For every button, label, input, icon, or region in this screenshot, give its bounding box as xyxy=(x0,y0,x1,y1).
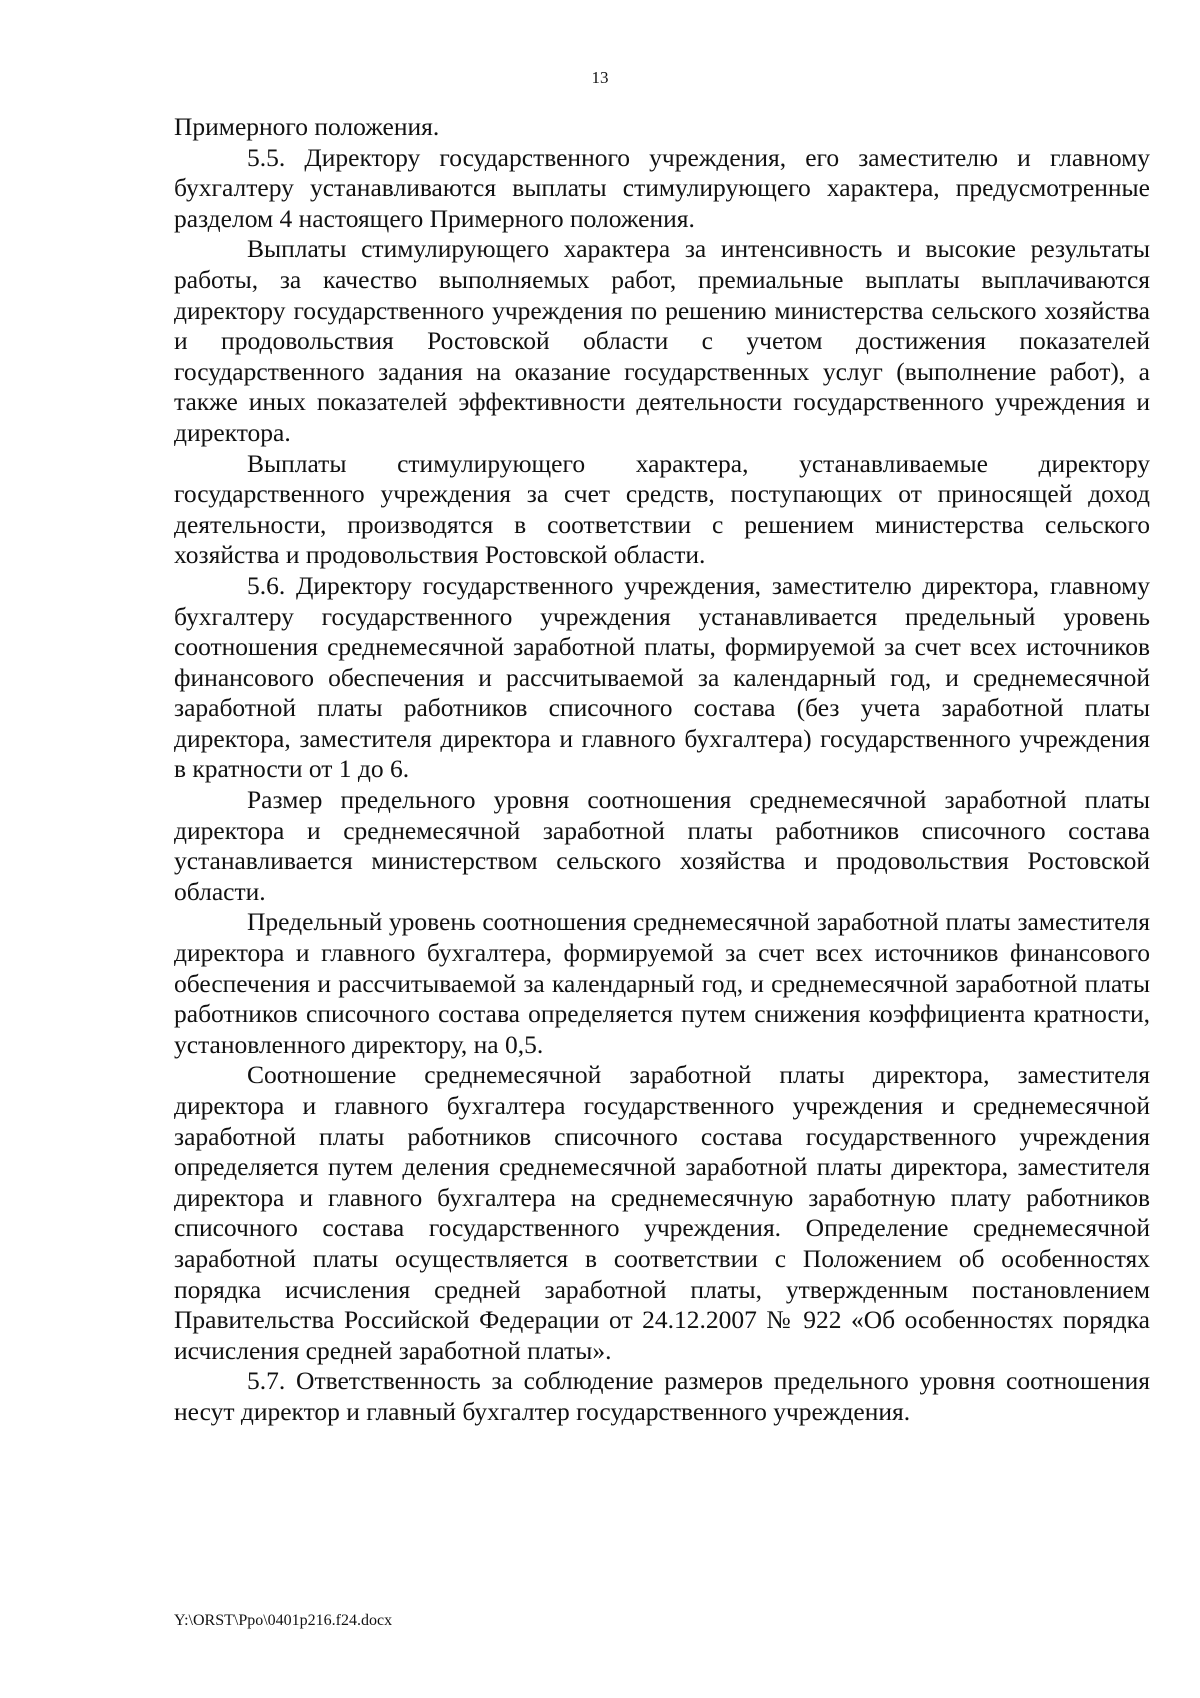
paragraph-deputy-limit: Предельный уровень соотношения среднемесячной заработной платы заместителя директора и главного бухгалтера, формируемой за счет всех источников финансового обеспечения и рассчитываемой за календарный год, и среднемесячной заработной платы работников списочного состава определяется путем снижения коэффициента кратности, установленного директору, на 0,5. xyxy=(174,907,1150,1059)
paragraph-stimulating-payments: Выплаты стимулирующего характера за интенсивность и высокие результаты работы, за качество выполняемых работ, премиальные выплаты выплачиваются директору государственного учреждения по решению министерства сельского хозяйства и продовольствия Ростовской области с учетом достижения показателей государственного задания на оказание государственных услуг (выполнение работ), а также иных показателей эффективности деятельности государственного учреждения и директора. xyxy=(174,234,1150,447)
document-body xyxy=(174,112,1150,1428)
paragraph-limit-size: Размер предельного уровня соотношения среднемесячной заработной платы директора и среднемесячной заработной платы работников списочного состава устанавливается министерством сельского хозяйства и продовольствия Ростовской области. xyxy=(174,785,1150,906)
paragraph-continuation: Примерного положения. xyxy=(174,112,440,141)
paragraph-5-7: 5.7. Ответственность за соблюдение размеров предельного уровня соотношения несут директор и главный бухгалтер государственного учреждения. xyxy=(174,1366,1150,1426)
paragraph-ratio-calculation: Соотношение среднемесячной заработной платы директора, заместителя директора и главного бухгалтера государственного учреждения и среднемесячной заработной платы работников списочного состава государственного учреждения определяется путем деления среднемесячной заработной платы директора, заместителя директора и главного бухгалтера на среднемесячную заработную плату работников списочного состава государственного учреждения. Определение среднемесячной заработной платы осуществляется в соответствии с Положением об особенностях порядка исчисления средней заработной платы, утвержденным постановлением Правительства Российской Федерации от 24.12.2007 № 922 «Об особенностях порядка исчисления средней заработной платы». xyxy=(174,1060,1150,1365)
file-path-footer: Y:\ORST\Ppo\0401p216.f24.docx xyxy=(174,1612,393,1629)
paragraph-5-6: 5.6. Директору государственного учреждения, заместителю директора, главному бухгалтеру государственного учреждения устанавливается предельный уровень соотношения среднемесячной заработной платы, формируемой за счет всех источников финансового обеспечения и рассчитываемой за календарный год, и среднемесячной заработной платы работников списочного состава (без учета заработной платы директора, заместителя директора и главного бухгалтера) государственного учреждения в кратности от 1 до 6. xyxy=(174,570,1150,784)
page-number: 13 xyxy=(591,68,609,87)
paragraph-5-5: 5.5. Директору государственного учреждения, его заместителю и главному бухгалтеру устанавливаются выплаты стимулирующего характера, предусмотренные разделом 4 настоящего Примерного положения. xyxy=(174,142,1150,233)
paragraph-income-payments: Выплаты стимулирующего характера, устанавливаемые директору государственного учреждения за счет средств, поступающих от приносящей доход деятельности, производятся в соответствии с решением министерства сельского хозяйства и продовольствия Ростовской области. xyxy=(174,448,1150,570)
